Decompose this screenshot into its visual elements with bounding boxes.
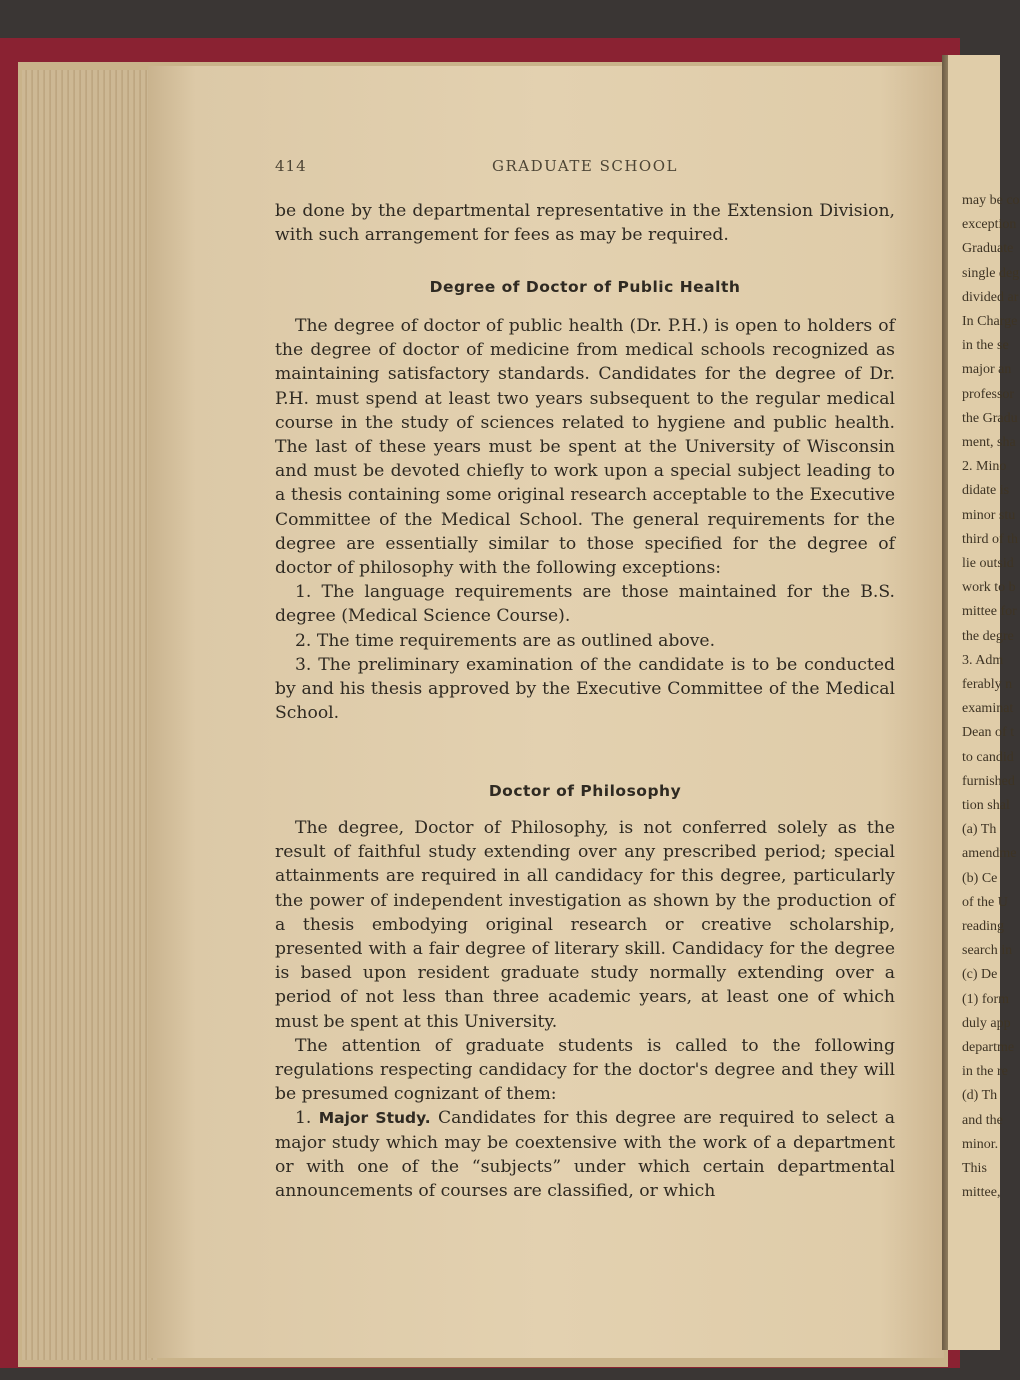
facing-page-fragment: single deg — [962, 265, 1020, 281]
facing-page-fragment: duly app — [962, 1015, 1011, 1031]
exception-item-1: 1. The language requirements are those maintained for the B.S. degree (Medical Science Course). — [275, 582, 895, 627]
facing-page-fragment: departme — [962, 1040, 1015, 1055]
major-study-item — [275, 1106, 895, 1203]
facing-page-fragment: minor. — [962, 1136, 999, 1152]
facing-page-fragment: may be co — [962, 193, 1020, 208]
facing-page-fragment: This — [962, 1161, 987, 1176]
facing-page-fragment: examinat — [962, 701, 1014, 717]
exception-item-3: 3. The preliminary examination of the candidate is to be conducted by and his thesis approved by the Executive Committee of the Medical School. — [275, 654, 895, 724]
phd-paragraph-2: The attention of graduate students is called to the following regulations respecting candidacy for the doctor's degree and they will be presumed cognizant of them: — [275, 1035, 895, 1105]
facing-page-fragment: 2. Mino — [962, 459, 1007, 475]
section-phd-body — [275, 816, 895, 1203]
facing-page-fragment: of the U — [962, 894, 1008, 910]
facing-page-fragment: the Gradu — [962, 410, 1018, 426]
facing-page-fragment: and the — [962, 1112, 1003, 1128]
public-health-paragraph: The degree of doctor of public health (Dr. P.H.) is open to holders of the degree of doctor of medicine from medical schools recognized as maintaining satisfactory standards. Candidates for the degree of Dr. P.H. must spend at least two years subsequent to the regular medical course in the study of sciences related to hygiene and public health. The last of these years must be spent at the University of Wisconsin and must be devoted chiefly to work upon a special subject leading to a thesis containing some original research acceptable to the Executive Committee of the Medical School. The general requirements for the degree are essentially similar to those specified for the degree of doctor of philosophy with the following exceptions: — [275, 316, 895, 579]
facing-page-fragment: exception — [962, 217, 1017, 233]
page-number: 414 — [275, 157, 307, 175]
facing-page-fragment: (1) form — [962, 991, 1010, 1007]
facing-page — [948, 55, 1020, 1350]
facing-page-fragment: (a) Th — [962, 822, 997, 838]
facing-page-fragment: In Charge — [962, 314, 1018, 329]
facing-page-fragment: third of th — [962, 531, 1018, 547]
facing-page-fragment: in the re — [962, 1064, 1008, 1080]
running-title: GRADUATE SCHOOL — [492, 157, 678, 175]
section-public-health-body — [275, 314, 895, 725]
major-study-text: Candidates for this degree are required to select a major study which may be coextensive with the work of a department or with one of the “subjects” under which certain departmental announcements of courses are classified, or which — [275, 1108, 896, 1202]
facing-page-fragment: to candid — [962, 749, 1014, 765]
opening-paragraph: be done by the departmental representative in the Extension Division, with such arrangement for fees as may be required. — [275, 201, 895, 246]
phd-paragraph-1: The degree, Doctor of Philosophy, is not conferred solely as the result of faithful study extending over any prescribed period; special attainments are required in all candidacy for this degree, particularly the power of independent investigation as shown by the production of a thesis embodying original research or creative scholarship, presented with a fair degree of literary skill. Candidacy for the degree is based upon resident graduate study normally extending over a period of not less than three academic years, at least one of which must be spent at this University. — [275, 818, 895, 1032]
major-study-number: 1. — [295, 1108, 312, 1129]
facing-page-fragment: the degre — [962, 628, 1014, 644]
facing-page-fragment: lie outsid — [962, 556, 1014, 571]
facing-page-fragment: in the se — [962, 338, 1009, 354]
facing-page-fragment: search in — [962, 943, 1013, 959]
facing-page-fragment: Graduate — [962, 241, 1014, 257]
facing-page-fragment: work to b — [962, 580, 1016, 596]
facing-page-fragment: tion shal — [962, 798, 1010, 813]
facing-page-fragment: professor — [962, 386, 1015, 402]
facing-page-fragment: mittee, — [962, 1185, 1001, 1201]
facing-page-fragment: ferably n — [962, 677, 1013, 692]
facing-page-fragment: mittee for — [962, 604, 1017, 620]
section-heading-public-health: Degree of Doctor of Public Health — [429, 278, 741, 296]
facing-page-fragment: amendme — [962, 846, 1017, 862]
facing-page-fragment: (c) De — [962, 967, 998, 983]
facing-page-fragment: 3. Adm — [962, 652, 1004, 668]
facing-page-fragment: Dean of t — [962, 725, 1015, 741]
facing-page-fragment: (d) Th — [962, 1088, 998, 1104]
facing-page-fragment: ment, sha — [962, 435, 1016, 450]
page-stack-edge — [22, 70, 157, 1360]
facing-page-fragment: reading — [962, 919, 1004, 934]
running-header — [275, 157, 895, 177]
facing-page-fragment: furnished — [962, 773, 1015, 789]
exception-item-2: 2. The time requirements are as outlined above. — [295, 630, 716, 651]
facing-page-fragment: major an — [962, 362, 1012, 378]
facing-page-fragment: (b) Ce — [962, 870, 998, 886]
facing-page-fragment: divided ar — [962, 289, 1019, 305]
opening-paragraph-block — [275, 199, 895, 247]
major-study-runin: Major Study. — [318, 1109, 431, 1128]
facing-page-fragment: didate is — [962, 483, 1010, 499]
section-heading-phd: Doctor of Philosophy — [488, 782, 682, 800]
facing-page-fragment: minor stu — [962, 507, 1016, 523]
